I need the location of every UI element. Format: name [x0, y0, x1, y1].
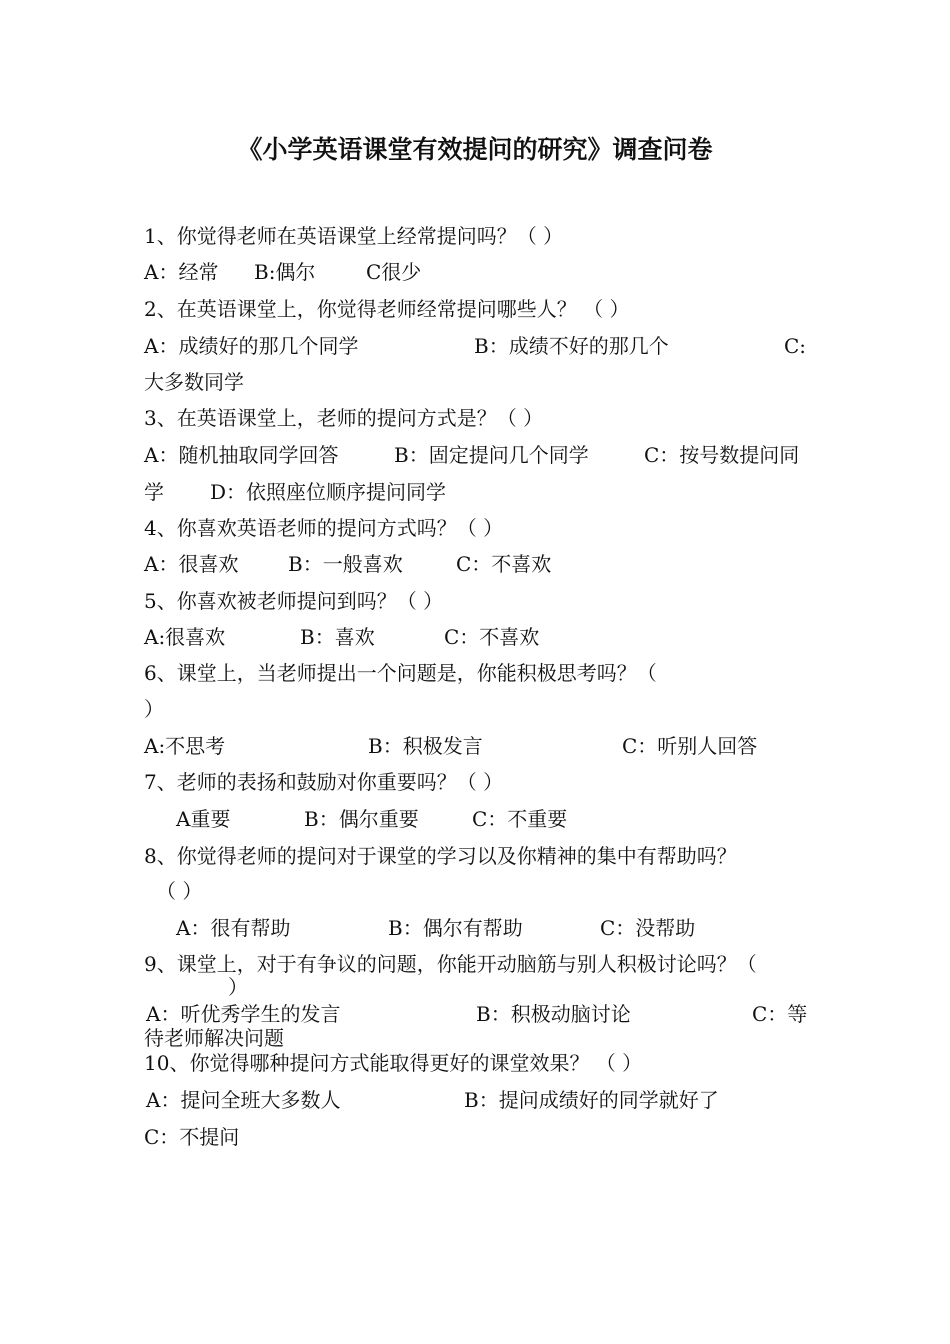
page-title: 《小学英语课堂有效提问的研究》调查问卷 — [237, 135, 713, 164]
question-3-options — [144, 441, 814, 469]
option-a: A:不思考 — [144, 734, 226, 758]
question-10 — [144, 1049, 814, 1077]
question-5-text: 5、你喜欢被老师提问到吗？（ ） — [144, 589, 444, 613]
question-9-paren: ） — [228, 975, 248, 999]
option-a: A：随机抽取同学回答 — [144, 443, 339, 467]
option-c: C：按号数提问同 — [644, 443, 800, 467]
question-6-text: 6、课堂上，当老师提出一个问题是，你能积极思考吗？（ — [144, 661, 657, 685]
question-8-continued — [144, 877, 814, 905]
option-b: B：喜欢 — [300, 625, 375, 649]
question-3-options-continued — [144, 478, 814, 506]
question-6-options — [144, 732, 814, 760]
option-c-text: 大多数同学 — [144, 370, 244, 394]
option-d: D：依照座位顺序提问同学 — [210, 480, 447, 504]
option-c: C：不重要 — [472, 807, 568, 831]
question-2-options — [144, 332, 814, 360]
question-6-continued — [144, 695, 814, 723]
question-7-options — [144, 805, 814, 833]
question-1-options — [144, 258, 814, 286]
question-5 — [144, 587, 814, 615]
question-6-paren: ） — [144, 697, 164, 721]
question-7 — [144, 768, 814, 796]
option-b: B：一般喜欢 — [288, 552, 403, 576]
question-1-text: 1、你觉得老师在英语课堂上经常提问吗？（ ） — [144, 224, 564, 248]
option-b: B:偶尔 — [254, 260, 316, 284]
question-9-options-continued — [144, 1024, 814, 1052]
option-b: B：偶尔有帮助 — [388, 916, 523, 940]
option-b: B：成绩不好的那几个 — [474, 334, 669, 358]
question-10-options-continued — [144, 1123, 814, 1151]
question-4-options — [144, 550, 814, 578]
question-1 — [144, 222, 814, 250]
option-a: A：很喜欢 — [144, 552, 239, 576]
option-c: C：听别人回答 — [622, 734, 758, 758]
option-a: A重要 — [176, 807, 231, 831]
question-7-text: 7、老师的表扬和鼓励对你重要吗？（ ） — [144, 770, 504, 794]
question-8-text: 8、你觉得老师的提问对于课堂的学习以及你精神的集中有帮助吗？ — [144, 844, 737, 868]
option-b: B：偶尔重要 — [304, 807, 419, 831]
question-4-text: 4、你喜欢英语老师的提问方式吗？（ ） — [144, 516, 504, 540]
question-3 — [144, 404, 814, 432]
option-a: A：成绩好的那几个同学 — [144, 334, 359, 358]
option-a: A:很喜欢 — [144, 625, 226, 649]
question-8-options — [144, 914, 814, 942]
option-c: C：不提问 — [144, 1125, 240, 1149]
option-c-text: 待老师解决问题 — [144, 1026, 284, 1050]
option-a: A：经常 — [144, 260, 219, 284]
option-a: A：提问全班大多数人 — [146, 1088, 341, 1112]
option-c: C：不喜欢 — [456, 552, 552, 576]
question-10-text: 10、你觉得哪种提问方式能取得更好的课堂效果？ （ ） — [144, 1051, 643, 1075]
option-c: C: — [784, 334, 807, 358]
question-2 — [144, 295, 814, 323]
option-c: C很少 — [366, 260, 422, 284]
question-9-continued — [144, 973, 814, 1001]
option-b: B：积极发言 — [368, 734, 483, 758]
question-4 — [144, 514, 814, 542]
question-3-text: 3、在英语课堂上，老师的提问方式是？（ ） — [144, 406, 544, 430]
question-2-text: 2、在英语课堂上，你觉得老师经常提问哪些人？ （ ） — [144, 297, 630, 321]
option-b: B：积极动脑讨论 — [476, 1002, 631, 1026]
question-5-options — [144, 623, 814, 651]
option-a: A：听优秀学生的发言 — [146, 1002, 341, 1026]
question-8-paren: （ ） — [156, 879, 203, 903]
option-b: B：提问成绩好的同学就好了 — [464, 1088, 719, 1112]
option-c: C：不喜欢 — [444, 625, 540, 649]
option-c: C：没帮助 — [600, 916, 696, 940]
question-2-options-continued — [144, 368, 814, 396]
question-10-options — [144, 1086, 814, 1114]
option-b: B：固定提问几个同学 — [394, 443, 589, 467]
question-8 — [144, 842, 814, 870]
question-6 — [144, 659, 814, 687]
option-c: C：等 — [752, 1002, 808, 1026]
question-9-text: 9、课堂上，对于有争议的问题，你能开动脑筋与别人积极讨论吗？（ — [144, 952, 757, 976]
option-c-continued: 学 — [144, 480, 164, 504]
option-a: A：很有帮助 — [176, 916, 291, 940]
